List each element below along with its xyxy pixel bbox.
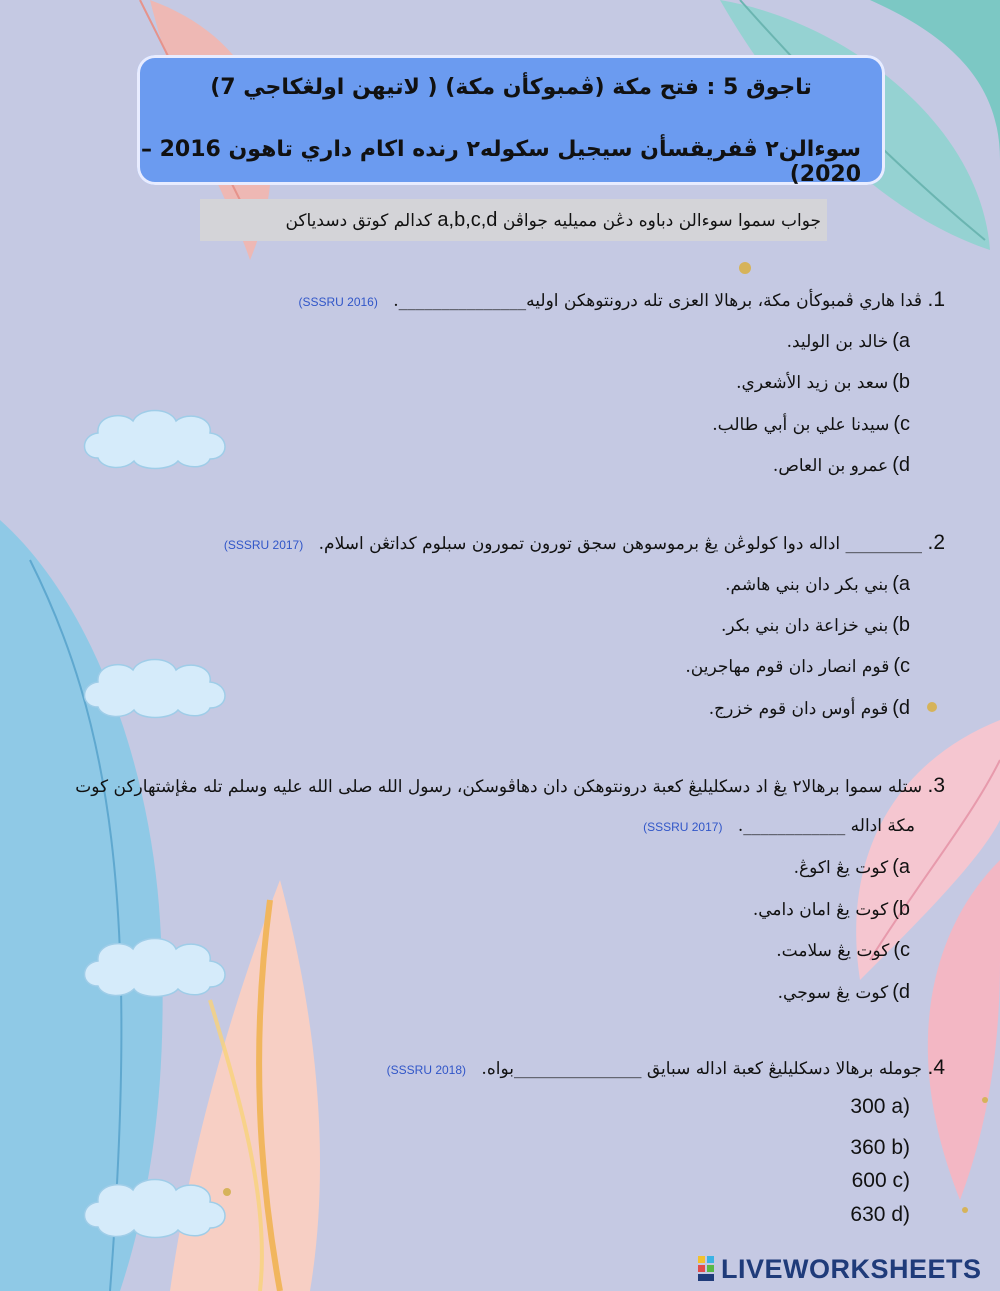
instruction-main: جواب سموا سوءالن دباوه دڠن مميليه جواڤن [502, 211, 821, 231]
title-line-1: تاجوق 5 : فتح مكة (ڤمبوكأن مكة) ( لاتيهن اولڠكاجي 7) [210, 75, 812, 100]
instruction-tail: كدالم كوتق دسدياكن [285, 211, 432, 231]
option-3a [794, 856, 910, 879]
liveworksheets-logo[interactable] [696, 1253, 982, 1285]
option-4a [850, 1095, 910, 1119]
logo-icon [696, 1254, 718, 1284]
question-4 [387, 1056, 945, 1080]
question-text: جومله برهالا دسكليليڠ كعبة اداله سبايق _______________بواه. [481, 1059, 923, 1079]
option-letter: c) [893, 939, 910, 961]
question-text: ستله سموا برهالا٢ يڠ اد دسكليليڠ كعبة درونتوهكن دان دهاڤوسكن، رسول الله صلى الله عليه وسلم تله مڠإشتهاركن كوت [75, 777, 923, 797]
question-text: ڤدا هاري ڤمبوكأن مكة، برهالا العزى تله درونتوهكن اوليه_______________. [393, 291, 923, 311]
option-letter: b) [892, 371, 910, 393]
option-4c [852, 1169, 910, 1193]
instruction-letters: a,b,c,d [437, 209, 498, 231]
option-letter: c) [892, 1169, 910, 1192]
option-3c [776, 939, 910, 962]
option-text: بني بكر دان بني هاشم. [725, 575, 889, 595]
option-2c [685, 655, 910, 678]
title-line-2: سوءالن٢ ڤفريقسأن سيجيل سكوله٢ رنده اكام داري تاهون 2016 – 2020) [140, 137, 861, 187]
answer-box-1[interactable] [78, 403, 234, 473]
option-letter: c) [893, 655, 910, 677]
question-number: 3. [927, 774, 945, 797]
reference-tag: (SSSRU 2016) [298, 295, 378, 309]
brand-name: LIVEWORKSHEETS [721, 1253, 982, 1284]
option-1b [736, 371, 910, 394]
option-text: خالد بن الوليد. [786, 332, 889, 352]
question-1 [298, 288, 945, 312]
option-1a [787, 330, 910, 353]
option-3d [778, 981, 910, 1004]
question-3-line-2 [643, 816, 915, 836]
option-letter: b) [892, 898, 910, 920]
option-text: 360 [850, 1136, 886, 1159]
option-text: قوم أوس دان قوم خزرج. [708, 699, 889, 719]
option-text: قوم انصار دان قوم مهاجرين. [685, 657, 890, 677]
option-3b [753, 898, 910, 921]
option-text: سعد بن زيد الأشعري. [736, 373, 889, 393]
option-text: كوت يڠ سلامت. [776, 941, 890, 961]
option-letter: a) [892, 330, 910, 352]
option-letter: d) [891, 1203, 910, 1226]
option-text: 630 [850, 1203, 886, 1226]
option-1c [712, 413, 910, 436]
option-letter: d) [892, 981, 910, 1003]
question-number: 1. [927, 288, 945, 311]
option-1d [773, 454, 910, 477]
option-2d [709, 697, 910, 720]
option-2a [725, 573, 910, 596]
option-text: 600 [851, 1169, 887, 1192]
answer-box-4[interactable] [78, 1172, 234, 1242]
option-letter: c) [893, 413, 910, 435]
option-text: كوت يڠ سوجي. [777, 983, 889, 1003]
question-text: _________ اداله دوا كولوڠن يڠ برموسوهن سجق تورون تمورون سبلوم كداتڠن اسلام. [318, 534, 923, 554]
option-text: سيدنا علي بن أبي طالب. [712, 415, 890, 435]
option-letter: b) [892, 614, 910, 636]
option-text: كوت يڠ امان دامي. [752, 900, 889, 920]
answer-box-3[interactable] [78, 931, 234, 1001]
option-text: كوت يڠ اكوڠ. [793, 858, 889, 878]
answer-box-2[interactable] [78, 652, 234, 722]
option-letter: d) [892, 454, 910, 476]
option-4b [850, 1136, 910, 1160]
option-4d [850, 1203, 910, 1227]
question-number: 4. [927, 1056, 945, 1079]
question-3 [75, 774, 945, 798]
option-letter: b) [891, 1136, 910, 1159]
option-letter: d) [892, 697, 910, 719]
option-2b [721, 614, 910, 637]
title-banner [137, 55, 885, 185]
reference-tag: (SSSRU 2017) [643, 820, 723, 834]
question-number: 2. [927, 531, 945, 554]
question-2 [224, 531, 945, 555]
option-letter: a) [891, 1095, 910, 1118]
reference-tag: (SSSRU 2018) [386, 1063, 467, 1077]
option-letter: a) [892, 856, 910, 878]
question-text: مكة اداله ____________. [737, 816, 915, 836]
instruction-text [200, 199, 827, 241]
option-text: 300 [850, 1095, 886, 1118]
option-text: عمرو بن العاص. [772, 456, 889, 476]
reference-tag: (SSSRU 2017) [223, 538, 304, 552]
option-text: بني خزاعة دان بني بكر. [720, 616, 889, 636]
option-letter: a) [892, 573, 910, 595]
